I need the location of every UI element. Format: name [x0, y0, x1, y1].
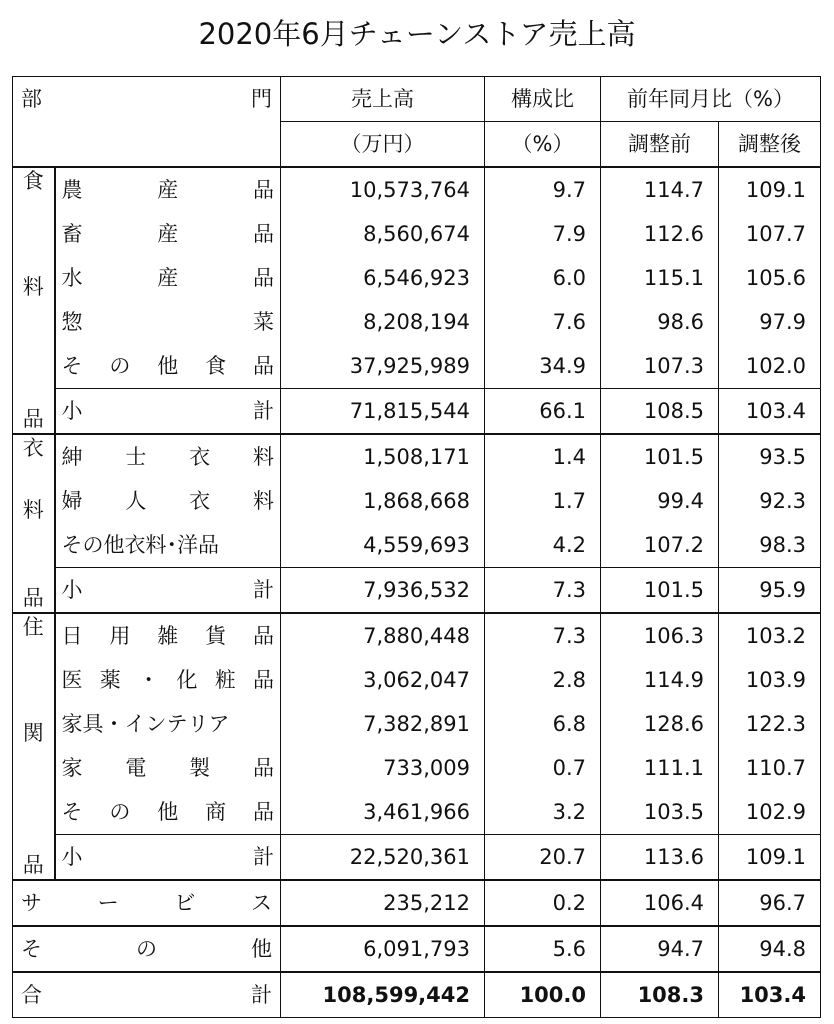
item-name-label	[21, 881, 272, 925]
table-row	[13, 926, 821, 972]
yoy-after-value: 95.9	[719, 568, 821, 614]
item-name-label	[21, 927, 272, 971]
ratio-value: 5.6	[485, 926, 601, 972]
category-char: 品	[22, 586, 44, 610]
label-char: 品	[253, 222, 274, 246]
yoy-after-value: 96.7	[719, 880, 821, 926]
item-name	[55, 344, 281, 389]
label-char: 計	[253, 578, 274, 602]
yoy-before-value: 106.4	[601, 880, 719, 926]
label-char: 小	[61, 578, 83, 602]
yoy-after-value: 98.3	[719, 523, 821, 568]
ratio-unit: （%）	[485, 122, 601, 168]
label-char: 他	[251, 937, 272, 961]
label-char: 衣	[189, 489, 211, 513]
table-row	[13, 300, 821, 344]
item-name	[55, 300, 281, 344]
ratio-value: 2.8	[485, 658, 601, 702]
ratio-value: 20.7	[485, 835, 601, 881]
sales-value: 6,546,923	[281, 256, 485, 300]
label-char: その他衣料･洋品	[61, 533, 219, 557]
subtotal-name	[55, 568, 281, 614]
ratio-value: 7.6	[485, 300, 601, 344]
item-name-label	[62, 300, 275, 344]
label-char: 品	[252, 756, 274, 780]
sales-value: 8,208,194	[281, 300, 485, 344]
label-char: 小	[61, 845, 83, 869]
yoy-after-value: 94.8	[719, 926, 821, 972]
label-char: 貨	[205, 624, 227, 648]
yoy-header: 前年同月比（%）	[601, 77, 821, 122]
yoy-before-value: 111.1	[601, 746, 719, 790]
sales-table	[12, 76, 821, 1018]
item-name	[55, 256, 281, 300]
label-char: の	[136, 937, 157, 961]
sales-value: 7,936,532	[281, 568, 485, 614]
sales-value: 235,212	[281, 880, 485, 926]
ratio-value: 6.8	[485, 702, 601, 746]
label-char: 化	[176, 668, 198, 692]
item-name-label	[62, 435, 275, 479]
category-char: 料	[22, 275, 44, 299]
yoy-after-value: 102.0	[719, 344, 821, 389]
ratio-value: 100.0	[485, 972, 601, 1018]
table-row	[13, 613, 821, 658]
item-name	[55, 702, 281, 746]
item-name	[55, 212, 281, 256]
label-char: 合	[21, 983, 42, 1007]
sales-value: 22,520,361	[281, 835, 485, 881]
item-name-label	[62, 212, 275, 256]
yoy-before-value: 107.2	[601, 523, 719, 568]
table-row	[13, 658, 821, 702]
label-char: 計	[253, 399, 274, 423]
total-row	[13, 972, 821, 1018]
label-char: 産	[157, 266, 179, 290]
label-char: 医	[61, 668, 83, 692]
label-char: ス	[250, 891, 272, 915]
ratio-value: 66.1	[485, 389, 601, 435]
subtotal-row	[13, 835, 821, 881]
yoy-before-value: 103.5	[601, 790, 719, 835]
subtotal-name	[55, 835, 281, 881]
label-char: 品	[252, 668, 274, 692]
category-char: 衣	[22, 436, 44, 460]
dept-header-label	[13, 77, 280, 121]
label-char: 惣	[61, 310, 83, 334]
subtotal-name-label	[62, 389, 275, 433]
yoy-after-value: 97.9	[719, 300, 821, 344]
item-name-label	[62, 168, 275, 212]
subtotal-name	[55, 389, 281, 435]
yoy-before-value: 98.6	[601, 300, 719, 344]
label-char: 士	[125, 445, 147, 469]
label-char: 品	[253, 800, 274, 824]
item-name-label	[62, 614, 275, 658]
sales-value: 10,573,764	[281, 167, 485, 212]
ratio-value: 7.3	[485, 613, 601, 658]
label-char: 門	[251, 87, 272, 111]
label-char: 衣	[189, 445, 211, 469]
ratio-value: 7.9	[485, 212, 601, 256]
yoy-after-value: 103.4	[719, 389, 821, 435]
category-label	[13, 613, 55, 880]
sales-value: 4,559,693	[281, 523, 485, 568]
yoy-after-value: 103.4	[719, 972, 821, 1018]
sales-value: 108,599,442	[281, 972, 485, 1018]
label-char: の	[109, 800, 131, 824]
item-name-label	[62, 746, 275, 790]
sales-value: 7,880,448	[281, 613, 485, 658]
ratio-header: 構成比	[485, 77, 601, 122]
ratio-value: 1.4	[485, 434, 601, 479]
subtotal-row	[13, 389, 821, 435]
item-name-label	[62, 790, 275, 834]
ratio-value: 7.3	[485, 568, 601, 614]
sales-value: 733,009	[281, 746, 485, 790]
label-char: 計	[251, 983, 272, 1007]
yoy-after-value: 109.1	[719, 167, 821, 212]
label-char: 他	[157, 354, 179, 378]
label-char: そ	[61, 800, 83, 824]
sales-value: 7,382,891	[281, 702, 485, 746]
label-char: 商	[205, 800, 227, 824]
label-char: 雑	[157, 624, 179, 648]
label-char: 料	[252, 489, 274, 513]
item-name	[55, 790, 281, 835]
label-char: の	[109, 354, 131, 378]
label-char: 粧	[214, 668, 236, 692]
sales-value: 1,868,668	[281, 479, 485, 523]
table-row	[13, 344, 821, 389]
category-char: 品	[22, 853, 44, 877]
sales-value: 3,461,966	[281, 790, 485, 835]
table-row	[13, 167, 821, 212]
yoy-after-header: 調整後	[719, 122, 821, 168]
ratio-value: 3.2	[485, 790, 601, 835]
item-name	[55, 479, 281, 523]
item-name	[55, 167, 281, 212]
yoy-after-value: 105.6	[719, 256, 821, 300]
table-row	[13, 212, 821, 256]
label-char: 畜	[61, 222, 83, 246]
label-char: 食	[205, 354, 227, 378]
header-row	[13, 77, 821, 122]
label-char: 婦	[61, 489, 83, 513]
sales-value: 71,815,544	[281, 389, 485, 435]
subtotal-row	[13, 568, 821, 614]
label-char: 小	[61, 399, 83, 423]
sales-value: 3,062,047	[281, 658, 485, 702]
total-name	[13, 972, 281, 1018]
yoy-after-value: 107.7	[719, 212, 821, 256]
item-name-label	[62, 479, 275, 523]
yoy-before-value: 114.7	[601, 167, 719, 212]
yoy-before-header: 調整前	[601, 122, 719, 168]
item-name	[55, 523, 281, 568]
sales-header: 売上高	[281, 77, 485, 122]
table-row	[13, 702, 821, 746]
label-char: そ	[61, 354, 83, 378]
item-name-label	[62, 256, 275, 300]
subtotal-name-label	[62, 568, 275, 612]
label-char: 産	[157, 178, 179, 202]
yoy-before-value: 113.6	[601, 835, 719, 881]
item-name	[13, 880, 281, 926]
yoy-after-value: 92.3	[719, 479, 821, 523]
yoy-after-value: 109.1	[719, 835, 821, 881]
ratio-value: 4.2	[485, 523, 601, 568]
yoy-before-value: 115.1	[601, 256, 719, 300]
item-name	[55, 434, 281, 479]
yoy-before-value: 112.6	[601, 212, 719, 256]
label-char: 電	[125, 756, 147, 780]
ratio-value: 1.7	[485, 479, 601, 523]
ratio-value: 9.7	[485, 167, 601, 212]
label-char: 産	[157, 222, 179, 246]
table-row	[13, 523, 821, 568]
page-title: 2020年6月チェーンストア売上高	[198, 17, 636, 51]
subtotal-name-label	[62, 835, 275, 879]
item-name-label	[62, 658, 275, 702]
label-char: 農	[61, 178, 83, 202]
label-char: サ	[21, 891, 42, 915]
label-char: 他	[157, 800, 179, 824]
yoy-after-value: 93.5	[719, 434, 821, 479]
yoy-before-value: 94.7	[601, 926, 719, 972]
ratio-value: 0.2	[485, 880, 601, 926]
table-row	[13, 790, 821, 835]
label-char: そ	[21, 937, 42, 961]
label-char: ビ	[174, 891, 196, 915]
label-char: 品	[253, 178, 274, 202]
sales-value: 8,560,674	[281, 212, 485, 256]
item-name-label	[62, 523, 275, 567]
label-char: 家具・インテリア	[61, 712, 230, 736]
label-char: 菜	[253, 310, 274, 334]
item-name	[55, 613, 281, 658]
category-char: 食	[22, 169, 44, 193]
yoy-before-value: 108.5	[601, 389, 719, 435]
item-name-label	[62, 702, 275, 746]
table-row	[13, 746, 821, 790]
label-char: 料	[252, 445, 274, 469]
table-row	[13, 434, 821, 479]
ratio-value: 6.0	[485, 256, 601, 300]
yoy-after-value: 110.7	[719, 746, 821, 790]
table-row	[13, 256, 821, 300]
yoy-before-value: 114.9	[601, 658, 719, 702]
label-char: 家	[61, 756, 83, 780]
item-name-label	[62, 344, 275, 388]
label-char: 製	[189, 756, 211, 780]
category-char: 品	[22, 407, 44, 431]
label-char: 品	[253, 354, 274, 378]
ratio-value: 0.7	[485, 746, 601, 790]
yoy-before-value: 99.4	[601, 479, 719, 523]
yoy-before-value: 107.3	[601, 344, 719, 389]
sales-value: 37,925,989	[281, 344, 485, 389]
label-char: 水	[61, 266, 83, 290]
category-label	[13, 434, 55, 613]
yoy-before-value: 101.5	[601, 568, 719, 614]
dept-header	[13, 77, 281, 168]
category-char: 料	[22, 498, 44, 522]
item-name	[13, 926, 281, 972]
total-name-label	[21, 973, 272, 1017]
yoy-after-value: 103.9	[719, 658, 821, 702]
label-char: 紳	[61, 445, 83, 469]
sales-unit: （万円）	[281, 122, 485, 168]
item-name	[55, 746, 281, 790]
yoy-before-value: 108.3	[601, 972, 719, 1018]
ratio-value: 34.9	[485, 344, 601, 389]
label-char: ・	[138, 668, 160, 692]
label-char: 部	[21, 87, 42, 111]
yoy-before-value: 101.5	[601, 434, 719, 479]
category-char: 関	[22, 721, 44, 745]
yoy-before-value: 106.3	[601, 613, 719, 658]
sales-value: 1,508,171	[281, 434, 485, 479]
category-label	[13, 167, 55, 434]
item-name	[55, 658, 281, 702]
label-char: 用	[109, 624, 131, 648]
sales-value: 6,091,793	[281, 926, 485, 972]
label-char: 人	[125, 489, 147, 513]
label-char: 品	[253, 266, 274, 290]
label-char: 日	[61, 624, 83, 648]
table-row	[13, 880, 821, 926]
label-char: 計	[253, 845, 274, 869]
yoy-after-value: 122.3	[719, 702, 821, 746]
label-char: ー	[97, 891, 119, 915]
label-char: 品	[253, 624, 274, 648]
label-char: 薬	[99, 668, 121, 692]
category-char: 住	[22, 615, 44, 639]
yoy-after-value: 103.2	[719, 613, 821, 658]
table-row	[13, 479, 821, 523]
yoy-before-value: 128.6	[601, 702, 719, 746]
yoy-after-value: 102.9	[719, 790, 821, 835]
